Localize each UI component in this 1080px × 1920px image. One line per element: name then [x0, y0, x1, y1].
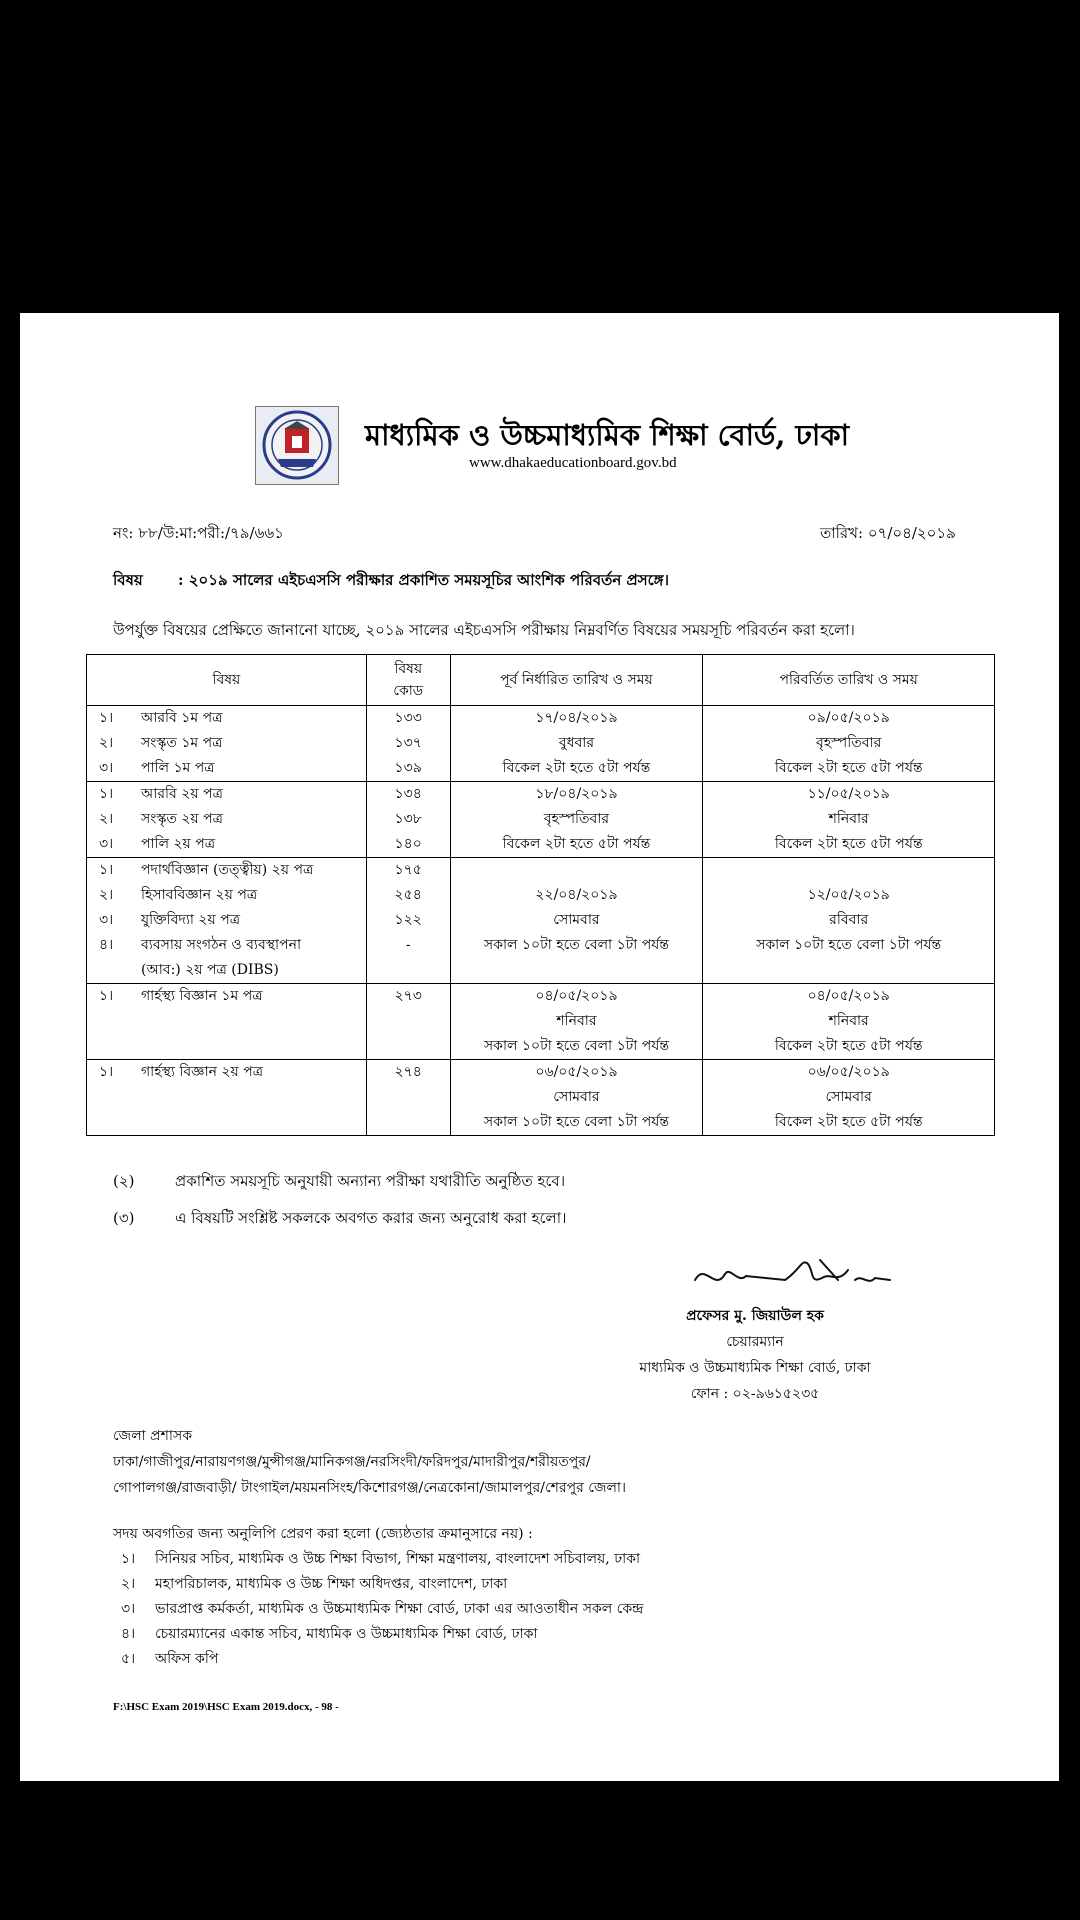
- copy-list: [113, 1522, 643, 1672]
- subject-cell: ১। পদার্থবিজ্ঞান (তত্ত্বীয়) ২য় পত্র ২। হিসাববিজ্ঞান ২য় পত্র ৩। যুক্তিবিদ্যা ২য় পত্র ৪। ব্যবসায় সংগঠন ও ব্যবস্থাপনা (আব:) ২য় পত্র (DIBS): [87, 858, 367, 984]
- table-row: [87, 984, 995, 1060]
- list-item: ২। মহাপরিচালক, মাধ্যমিক ও উচ্চ শিক্ষা অধিদপ্তর, বাংলাদেশ, ঢাকা: [121, 1576, 508, 1592]
- header-changed: পরিবর্তিত তারিখ ও সময়: [703, 655, 995, 706]
- signatory-designation: চেয়ারম্যান: [726, 1334, 784, 1350]
- document-page: [20, 313, 1059, 1781]
- memo-date: তারিখ: ০৭/০৪/২০১৯: [820, 524, 956, 542]
- subject-cell: ১। আরবি ২য় পত্র ২। সংস্কৃত ২য় পত্র ৩। পালি ২য় পত্র: [87, 782, 367, 858]
- subject-cell: ১। গার্হস্থ্য বিজ্ঞান ২য় পত্র: [87, 1060, 367, 1136]
- changed-schedule-cell: ১১/০৫/২০১৯ শনিবার বিকেল ২টা হতে ৫টা পর্যন্ত: [703, 782, 995, 858]
- code-cell: ২৭৪: [366, 1060, 450, 1136]
- previous-schedule-cell: ০৪/০৫/২০১৯ শনিবার সকাল ১০টা হতে বেলা ১টা পর্যন্ত: [450, 984, 703, 1060]
- changed-schedule-cell: ০৯/০৫/২০১৯ বৃহস্পতিবার বিকেল ২টা হতে ৫টা পর্যন্ত: [703, 706, 995, 782]
- board-seal-icon: [256, 407, 338, 484]
- subject-text: : ২০১৯ সালের এইচএসসি পরীক্ষার প্রকাশিত সময়সূচির আংশিক পরিবর্তন প্রসঙ্গে।: [178, 571, 669, 589]
- code-cell: ২৭৩: [366, 984, 450, 1060]
- previous-schedule-cell: ১৮/০৪/২০১৯ বৃহস্পতিবার বিকেল ২টা হতে ৫টা পর্যন্ত: [450, 782, 703, 858]
- subject-cell: ১। আরবি ১ম পত্র ২। সংস্কৃত ১ম পত্র ৩। পালি ১ম পত্র: [87, 706, 367, 782]
- page-title: মাধ্যমিক ও উচ্চমাধ্যমিক শিক্ষা বোর্ড, ঢাকা: [365, 418, 850, 452]
- memo-intro: উপর্যুক্ত বিষয়ের প্রেক্ষিতে জানানো যাচ্ছে, ২০১৯ সালের এইচএসসি পরীক্ষায় নিম্নবর্ণিত বিষয়ের সময়সূচি পরিবর্তন করা হলো।: [113, 621, 855, 639]
- previous-schedule-cell: ১৭/০৪/২০১৯ বুধবার বিকেল ২টা হতে ৫টা পর্যন্ত: [450, 706, 703, 782]
- table-row: [87, 1060, 995, 1136]
- note-item: (৩) এ বিষয়টি সংশ্লিষ্ট সকলকে অবগত করার জন্য অনুরোধ করা হলো।: [113, 1209, 567, 1227]
- code-cell: ১৩৪ ১৩৮ ১৪০: [366, 782, 450, 858]
- header-previous: পূর্ব নির্ধারিত তারিখ ও সময়: [450, 655, 703, 706]
- list-item: ৪। চেয়ারম্যানের একান্ত সচিব, মাধ্যমিক ও উচ্চমাধ্যমিক শিক্ষা বোর্ড, ঢাকা: [121, 1626, 538, 1642]
- subject-label: বিষয়: [113, 571, 143, 589]
- list-item: ৫। অফিস কপি: [121, 1651, 219, 1667]
- note-item: (২) প্রকাশিত সময়সূচি অনুযায়ী অন্যান্য পরীক্ষা যথারীতি অনুষ্ঠিত হবে।: [113, 1172, 566, 1190]
- file-path-footer: F:\HSC Exam 2019\HSC Exam 2019.docx, - 98 -: [113, 1701, 339, 1713]
- changed-schedule-cell: ১২/০৫/২০১৯ রবিবার সকাল ১০টা হতে বেলা ১টা পর্যন্ত: [703, 858, 995, 984]
- code-cell: ১৭৫ ২৫৪ ১২২ -: [366, 858, 450, 984]
- previous-schedule-cell: ২২/০৪/২০১৯ সোমবার সকাল ১০টা হতে বেলা ১টা পর্যন্ত: [450, 858, 703, 984]
- memo-reference: নং: ৮৮/উ:মা:পরী:/৭৯/৬৬১: [113, 524, 284, 542]
- signatory-phone: ফোন : ০২-৯৬১৫২৩৫: [690, 1386, 820, 1402]
- signatory-organization: মাধ্যমিক ও উচ্চমাধ্যমিক শিক্ষা বোর্ড, ঢাকা: [639, 1360, 871, 1376]
- header-subject: বিষয়: [87, 655, 367, 706]
- header-code: বিষয় কোড: [366, 655, 450, 706]
- table-row: [87, 782, 995, 858]
- signature-block: [570, 1303, 940, 1407]
- table-row: [87, 858, 995, 984]
- table-header-row: [87, 655, 995, 706]
- board-logo: [255, 406, 339, 485]
- subject-cell: ১। গার্হস্থ্য বিজ্ঞান ১ম পত্র: [87, 984, 367, 1060]
- list-item: ৩। ভারপ্রাপ্ত কর্মকর্তা, মাধ্যমিক ও উচ্চমাধ্যমিক শিক্ষা বোর্ড, ঢাকা এর আওতাধীন সকল কেন্দ্র: [121, 1601, 644, 1617]
- changed-schedule-cell: ০৬/০৫/২০১৯ সোমবার বিকেল ২টা হতে ৫টা পর্যন্ত: [703, 1060, 995, 1136]
- signature-icon: [690, 1250, 900, 1305]
- copy-heading: সদয় অবগতির জন্য অনুলিপি প্রেরণ করা হলো (জ্যেষ্ঠতার ক্রমানুসারে নয়) :: [113, 1526, 533, 1542]
- signatory-name: প্রফেসর মু. জিয়াউল হক: [686, 1308, 824, 1324]
- handwritten-signature: [690, 1250, 900, 1309]
- memo-subject: [113, 569, 669, 594]
- distribution-list: জেলা প্রশাসক ঢাকা/গাজীপুর/নারায়ণগঞ্জ/মুন্সীগঞ্জ/মানিকগঞ্জ/নরসিংদী/ফরিদপুর/মাদারীপুর/শরীয়তপুর/ গোপালগঞ্জ/রাজবাড়ী/ টাংগাইল/ময়মনসিংহ/কিশোরগঞ্জ/নেত্রকোনা/জামালপুর/শেরপুর জেলা।: [113, 1428, 627, 1496]
- list-item: ১। সিনিয়র সচিব, মাধ্যমিক ও উচ্চ শিক্ষা বিভাগ, শিক্ষা মন্ত্রণালয়, বাংলাদেশ সচিবালয়, ঢাকা: [121, 1551, 641, 1567]
- changed-schedule-cell: ০৪/০৫/২০১৯ শনিবার বিকেল ২টা হতে ৫টা পর্যন্ত: [703, 984, 995, 1060]
- previous-schedule-cell: ০৬/০৫/২০১৯ সোমবার সকাল ১০টা হতে বেলা ১টা পর্যন্ত: [450, 1060, 703, 1136]
- code-cell: ১৩৩ ১৩৭ ১৩৯: [366, 706, 450, 782]
- schedule-table: [86, 654, 995, 1136]
- website-link[interactable]: www.dhakaeducationboard.gov.bd: [469, 455, 677, 471]
- table-row: [87, 706, 995, 782]
